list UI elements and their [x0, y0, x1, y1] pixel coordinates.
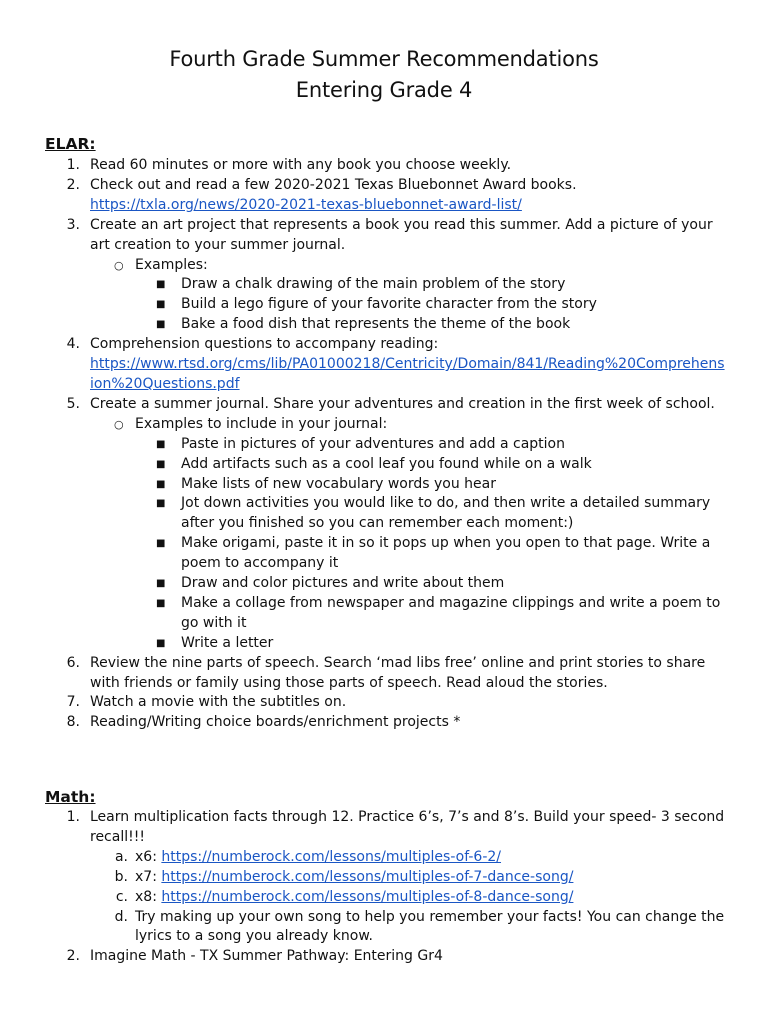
sub-item-text: Examples:: [135, 256, 208, 273]
sub-sub-item-text: Build a lego figure of your favorite character from the story: [181, 296, 597, 313]
item-number: 4.: [66, 336, 80, 353]
item-text: Reading/Writing choice boards/enrichment projects *: [90, 714, 461, 731]
filled-square-icon: ■: [156, 637, 166, 649]
item-number: 5.: [66, 395, 80, 412]
list-item: [0, 713, 768, 733]
sub-item-text: Try making up your own song to help you remember your facts! You can change the lyrics to a song you already know.: [135, 908, 725, 945]
sub-sub-list-item: [0, 594, 768, 634]
filled-square-icon: ■: [156, 498, 166, 510]
sub-item-prefix: x6:: [135, 848, 157, 865]
filled-square-icon: ■: [156, 279, 166, 291]
sub-sub-item-text: Draw a chalk drawing of the main problem of the story: [181, 276, 566, 293]
hollow-circle-icon: ○: [114, 258, 124, 272]
item-text: Review the nine parts of speech. Search ‘mad libs free’ online and print stories to share with friends or family using those parts of speech. Read aloud the stories.: [90, 654, 706, 691]
sub-list-item: [0, 256, 768, 276]
multiples-of-8-link[interactable]: https://numberock.com/lessons/multiples-of-8-dance-song/: [161, 888, 574, 905]
list-item: [0, 693, 768, 713]
sub-list-item: [0, 415, 768, 435]
sub-list-item: [0, 868, 768, 888]
sub-sub-item-text: Make a collage from newspaper and magazine clippings and write a poem to go with it: [181, 594, 721, 631]
sub-list-item: [0, 888, 768, 908]
list-item: [0, 216, 768, 256]
item-letter: a.: [114, 848, 128, 865]
sub-sub-list-item: [0, 475, 768, 495]
item-number: 2.: [66, 948, 80, 965]
item-text: Check out and read a few 2020-2021 Texas Bluebonnet Award books.: [90, 176, 577, 193]
item-text: Create an art project that represents a book you read this summer. Add a picture of your art creation to your summer journal.: [90, 216, 713, 253]
page-subtitle: Entering Grade 4: [295, 78, 473, 102]
item-text: Imagine Math - TX Summer Pathway: Entering Gr4: [90, 948, 443, 965]
filled-square-icon: ■: [156, 538, 166, 550]
bluebonnet-list-link[interactable]: https://txla.org/news/2020-2021-texas-bluebonnet-award-list/: [90, 196, 522, 213]
filled-square-icon: ■: [156, 478, 166, 490]
filled-square-icon: ■: [156, 299, 166, 311]
list-item: [0, 947, 768, 967]
multiples-of-7-link[interactable]: https://numberock.com/lessons/multiples-of-7-dance-song/: [161, 868, 574, 885]
item-number: 2.: [66, 176, 80, 193]
sub-sub-item-text: Bake a food dish that represents the theme of the book: [181, 316, 571, 333]
sub-sub-item-text: Write a letter: [181, 634, 274, 651]
sub-sub-item-text: Paste in pictures of your adventures and add a caption: [181, 435, 565, 452]
sub-sub-list-item: [0, 455, 768, 475]
item-letter: d.: [114, 908, 128, 925]
sub-sub-item-text: Add artifacts such as a cool leaf you found while on a walk: [181, 455, 592, 472]
sub-list-item: [0, 848, 768, 868]
math-heading: Math:: [45, 788, 96, 806]
sub-sub-item-text: Jot down activities you would like to do, and then write a detailed summary after you finished so you can remember each moment:): [181, 495, 711, 532]
item-text: Read 60 minutes or more with any book you choose weekly.: [90, 157, 512, 173]
sub-list-item: [0, 908, 768, 948]
sub-item-prefix: x7:: [135, 868, 157, 885]
sub-sub-list-item: [0, 435, 768, 455]
sub-sub-item-text: Draw and color pictures and write about them: [181, 575, 505, 592]
item-text: Learn multiplication facts through 12. Practice 6’s, 7’s and 8’s. Build your speed- 3 second recall!!!: [90, 809, 725, 845]
title-block: [0, 44, 768, 106]
sub-sub-list-item: [0, 634, 768, 654]
comprehension-questions-link[interactable]: https://www.rtsd.org/cms/lib/PA01000218/Centricity/Domain/841/Reading%20Comprehension%20Questions.pdf: [90, 356, 725, 392]
sub-sub-list-item: [0, 494, 768, 534]
filled-square-icon: ■: [156, 438, 166, 450]
list-item: [0, 335, 768, 395]
sub-sub-list-item: [0, 295, 768, 315]
sub-item-text: Examples to include in your journal:: [135, 415, 388, 432]
elar-heading: ELAR:: [45, 135, 96, 153]
list-item: [0, 176, 768, 216]
item-text: Watch a movie with the subtitles on.: [90, 694, 347, 711]
item-text: Comprehension questions to accompany reading:: [90, 336, 439, 353]
item-number: 7.: [66, 694, 80, 711]
sub-sub-list-item: [0, 315, 768, 335]
item-number: 8.: [66, 714, 80, 731]
item-text: Create a summer journal. Share your adventures and creation in the first week of school.: [90, 395, 715, 412]
elar-list: [0, 156, 768, 733]
sub-sub-item-text: Make origami, paste it in so it pops up when you open to that page. Write a poem to accompany it: [181, 535, 711, 572]
item-number: 3.: [66, 216, 80, 233]
list-item: [0, 395, 768, 415]
math-list: [0, 808, 768, 967]
sub-sub-list-item: [0, 574, 768, 594]
multiples-of-6-link[interactable]: https://numberock.com/lessons/multiples-of-6-2/: [161, 848, 502, 865]
filled-square-icon: ■: [156, 578, 166, 590]
list-item: [0, 654, 768, 694]
page-title: Fourth Grade Summer Recommendations: [169, 47, 599, 71]
hollow-circle-icon: ○: [114, 417, 124, 431]
sub-item-prefix: x8:: [135, 888, 157, 905]
item-letter: b.: [114, 868, 128, 885]
sub-sub-item-text: Make lists of new vocabulary words you hear: [181, 475, 496, 492]
filled-square-icon: ■: [156, 597, 166, 609]
sub-sub-list-item: [0, 534, 768, 574]
item-number: 6.: [66, 654, 80, 671]
list-item: [0, 156, 768, 176]
filled-square-icon: ■: [156, 458, 166, 470]
item-number: 1.: [66, 809, 80, 825]
list-item: [0, 808, 768, 848]
item-number: 1.: [66, 157, 80, 173]
sub-sub-list-item: [0, 275, 768, 295]
filled-square-icon: ■: [156, 319, 166, 331]
item-letter: c.: [115, 888, 128, 905]
